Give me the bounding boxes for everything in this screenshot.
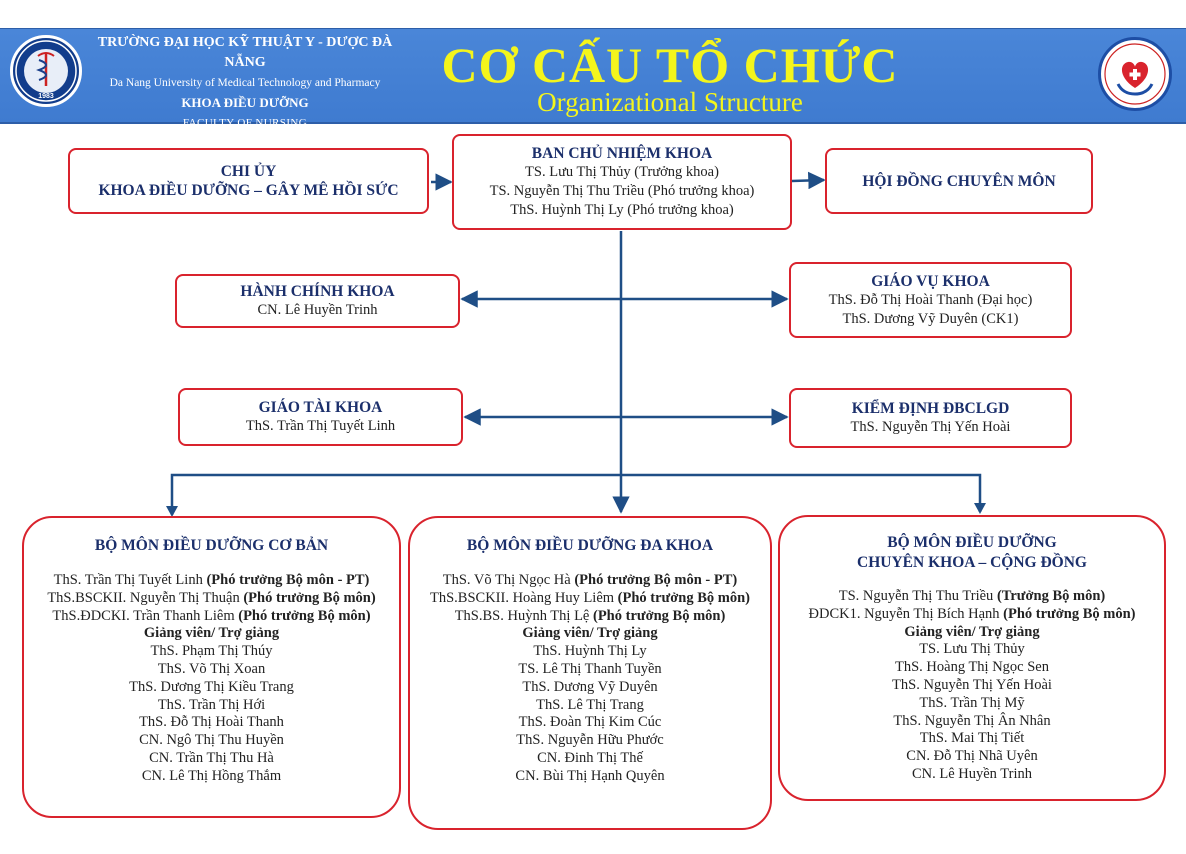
party-committee-box: [68, 148, 429, 214]
faculty-name-en: FACULTY OF NURSING: [182, 117, 308, 129]
department-title-block: [780, 533, 1164, 573]
academic-affairs-member: ThS. Đỗ Thị Hoài Thanh (Đại học): [828, 291, 1033, 308]
staff-member: ThS. Trần Thị Hới: [157, 696, 266, 713]
staff-label: Giảng viên/ Trợ giảng: [143, 625, 280, 642]
staff-member: CN. Lê Huyền Trinh: [911, 765, 1033, 782]
page-title: CƠ CẤU TỔ CHỨC: [441, 37, 899, 93]
academic-affairs-title: GIÁO VỤ KHOA: [871, 272, 990, 290]
branch-to-departments: [172, 475, 980, 515]
staff-member: ThS. Hoàng Thị Ngọc Sen: [895, 659, 1049, 676]
university-name-vn: TRƯỜNG ĐẠI HỌC KỸ THUẬT Y - DƯỢC ĐÀ NẴNG: [97, 35, 393, 70]
academic-affairs-member: ThS. Dương Vỹ Duyên (CK1): [842, 310, 1019, 327]
finance-box: [178, 388, 463, 446]
professional-council-box: [825, 148, 1093, 214]
quality-member: ThS. Nguyễn Thị Yến Hoài: [850, 419, 1011, 435]
department-general-nursing: [408, 516, 772, 830]
staff-member: ThS. Nguyễn Thị Ân Nhân: [893, 712, 1051, 729]
department-members: [24, 572, 399, 786]
finance-title: GIÁO TÀI KHOA: [258, 399, 383, 416]
staff-member: ThS. Đoàn Thị Kim Cúc: [518, 714, 662, 731]
staff-member: ThS. Nguyễn Thị Yến Hoài: [892, 676, 1052, 693]
staff-member: ThS. Phạm Thị Thúy: [150, 643, 273, 660]
staff-member: CN. Đỗ Thị Nhã Uyên: [906, 748, 1038, 765]
admin-member: CN. Lê Huyền Trinh: [257, 302, 378, 318]
staff-member: CN. Trần Thị Thu Hà: [149, 749, 274, 766]
staff-label: Giảng viên/ Trợ giảng: [522, 625, 658, 642]
dean-board-member: ThS. Huỳnh Thị Ly (Phó trưởng khoa): [510, 202, 734, 218]
department-leader: ĐDCK1. Nguyễn Thị Bích Hạnh (Phó trưởng Bộ môn): [808, 605, 1136, 622]
academic-affairs-box: [789, 262, 1072, 338]
department-leader: ThS. Võ Thị Ngọc Hà (Phó trưởng Bộ môn - PT): [442, 572, 738, 588]
staff-member: ThS. Dương Thị Kiều Trang: [129, 678, 294, 695]
department-leader: ThS.BSCKII. Nguyễn Thị Thuận (Phó trưởng Bộ môn): [47, 589, 376, 606]
university-name-en: Da Nang University of Medical Technology and Pharmacy: [109, 77, 381, 89]
staff-member: CN. Ngô Thị Thu Huyền: [139, 732, 284, 749]
staff-member: ThS. Huỳnh Thị Ly: [533, 643, 647, 660]
department-members: [410, 572, 770, 786]
professional-council-title: HỘI ĐỒNG CHUYÊN MÔN: [862, 172, 1056, 190]
department-title: BỘ MÔN ĐIỀU DƯỠNG CƠ BẢN: [94, 537, 329, 554]
staff-member: ThS. Võ Thị Xoan: [157, 660, 266, 677]
staff-member: TS. Lê Thị Thanh Tuyền: [518, 660, 662, 677]
staff-member: ThS. Dương Vỹ Duyên: [522, 678, 658, 695]
department-members: [780, 588, 1164, 784]
staff-label: Giảng viên/ Trợ giảng: [904, 623, 1040, 640]
staff-member: CN. Lê Thị Hồng Thắm: [141, 767, 282, 784]
quality-box: [789, 388, 1072, 448]
staff-member: ThS. Đỗ Thị Hoài Thanh: [139, 714, 284, 731]
party-committee-subtitle: KHOA ĐIỀU DƯỠNG – GÂY MÊ HỒI SỨC: [98, 182, 399, 199]
finance-member: ThS. Trần Thị Tuyết Linh: [245, 418, 396, 434]
staff-member: CN. Đinh Thị Thế: [537, 749, 643, 766]
department-leader: TS. Nguyễn Thị Thu Triều (Trưởng Bộ môn): [838, 588, 1106, 604]
svg-text:1983: 1983: [38, 93, 54, 100]
admin-title: HÀNH CHÍNH KHOA: [240, 283, 395, 300]
staff-member: ThS. Mai Thị Tiết: [919, 730, 1025, 747]
dean-board-box: [452, 134, 792, 230]
arrow-board-to-council: [792, 180, 824, 181]
department-leader: ThS.BSCKII. Hoàng Huy Liêm (Phó trưởng Bộ môn): [429, 589, 750, 606]
department-basic-nursing: [22, 516, 401, 818]
dean-board-member: TS. Nguyễn Thị Thu Triều (Phó trưởng khoa): [489, 183, 755, 199]
quality-title: KIỂM ĐỊNH ĐBCLGD: [851, 400, 1010, 417]
department-leader: ThS. Trần Thị Tuyết Linh (Phó trưởng Bộ môn - PT): [53, 572, 370, 588]
department-leader: ThS.BS. Huỳnh Thị Lệ (Phó trưởng Bộ môn): [454, 607, 726, 624]
department-title: BỘ MÔN ĐIỀU DƯỠNG ĐA KHOA: [466, 537, 714, 554]
faculty-name-vn: KHOA ĐIỀU DƯỠNG: [181, 95, 309, 110]
staff-member: TS. Lưu Thị Thủy: [919, 641, 1025, 658]
department-leader: ThS.ĐDCKI. Trần Thanh Liêm (Phó trưởng Bộ môn): [52, 607, 371, 624]
staff-member: CN. Bùi Thị Hạnh Quyên: [515, 767, 665, 784]
party-committee-title: CHI ỦY: [220, 163, 277, 180]
department-title: CHUYÊN KHOA – CỘNG ĐỒNG: [857, 554, 1087, 571]
department-title: BỘ MÔN ĐIỀU DƯỠNG: [887, 534, 1057, 551]
page-subtitle: Organizational Structure: [537, 87, 803, 117]
dean-board-member: TS. Lưu Thị Thủy (Trưởng khoa): [525, 164, 719, 180]
department-specialty-community-nursing: [778, 515, 1166, 801]
dean-board-title: BAN CHỦ NHIỆM KHOA: [531, 145, 713, 162]
staff-member: ThS. Nguyễn Hữu Phước: [516, 732, 664, 749]
staff-member: ThS. Lê Thị Trang: [536, 696, 644, 713]
admin-box: [175, 274, 460, 328]
staff-member: ThS. Trần Thị Mỹ: [919, 694, 1025, 711]
